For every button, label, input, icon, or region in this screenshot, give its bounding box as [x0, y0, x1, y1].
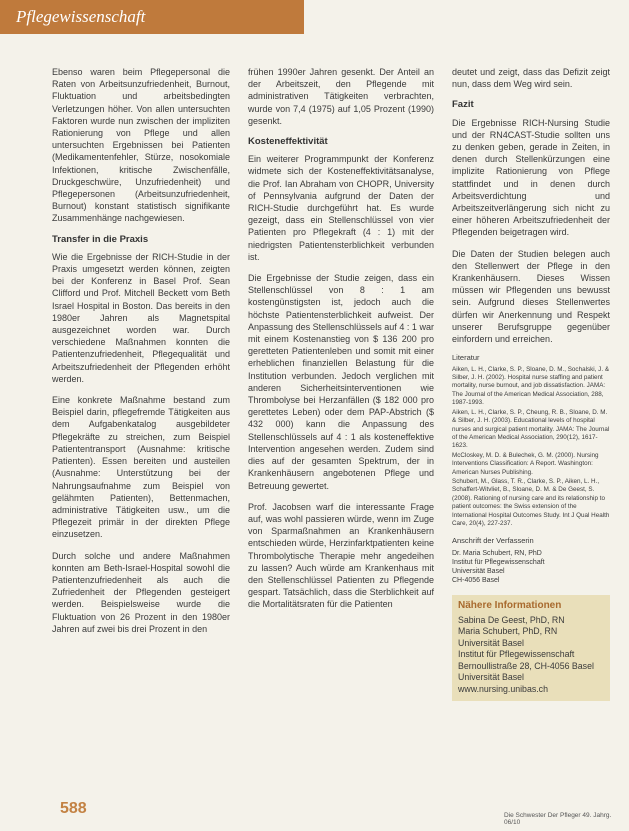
paragraph: Ein weiterer Programmpunkt der Konferenz widmete sich der Kosteneffektivitätsanalyse, die Prof. Ian Abraham von CHOPR, University of Pennsylvania aufgrund der Daten der RICH-Studie durchgeführt hat. Es wurde gezeigt, dass ein Stellenschlüssel von vier Patienten pro Pflegekraft (4 : 1) mit der niedrigsten Patientensterblichkeit verbunden ist. — [248, 154, 434, 262]
subheading-transfer: Transfer in die Praxis — [52, 233, 149, 245]
paragraph: deutet und zeigt, dass das Defizit zeigt nun, dass dem Weg wird sein. — [452, 67, 610, 90]
paragraph: Wie die Ergebnisse der RICH-Studie in der Praxis umgesetzt werden können, zeigten bei der Konferenz in Basel Prof. Sean Clifford und Prof. Mitchell Beckett vom Beth Israel Hospital in Boston. Das bereits in den 1980er Jahren als Magnetspital ausgezeichnet worden war. Durch verschiedene Maßnahmen konnten die Patientenzufriedenheit, Pflegequalität und Arbeitszufriedenheit der Pflegenden erhöht werden. — [52, 251, 230, 384]
paragraph: Prof. Jacobsen warf die interessante Frage auf, was wohl passieren würde, wenn im Zuge von Sparmaßnahmen an Krankenhäusern entschieden würde, Herzinfarktpatienten keine Thrombolytische Therapie mehr angedeihen zu lassen? Auch würde am Krankenhaus mit den Stellenschlüssel Patienten zu Pflegende gespart. Tatsächlich, dass die Sterblichkeit auf die Mortalitätsraten für die Patienten — [248, 501, 434, 610]
address-line: Dr. Maria Schubert, RN, PhD — [452, 550, 542, 558]
literature-title: Literatur — [452, 353, 480, 363]
paragraph: Eine konkrete Maßnahme bestand zum Beispiel darin, pflegefremde Tätigkeiten aus dem Aufgabenkatalog ausgebildeter Pflegekräfte zu streichen, zum Beispiel Patiententransport (Ausnahme: kritische Patienten). Essen bereiten und austeilen (Ausnahme: Unterstützung bei der Nahrungsaufnahme zum Beispiel von gelähmten Patienten), Bettenmachen, administrative Tätigkeiten usw., um die Pflegezeit primär in der direkten Pflege einzusetzen. — [52, 395, 230, 540]
subheading-kosteneffektivitaet: Kosteneffektivität — [248, 136, 328, 148]
address-line: Institut für Pflegewissenschaft — [452, 559, 545, 567]
literature-section — [452, 354, 610, 528]
address-title: Anschrift der Verfasserin — [452, 536, 534, 546]
paragraph: Ebenso waren beim Pflegepersonal die Raten von Arbeitsunzufriedenheit, Burnout, Fluktuation und arbeitsbedingten Verletzungen höher. Von allen untersuchten Faktoren wurde nun zwischen der impliziten Rationierung von Pflege und allen untersuchten Ergebnissen bei Patienten (Medikamentenfehler, Stürze, nosokomiale Infektionen, kritische Zwischenfälle, Druckgeschwüre, Unzufriedenheit) und Pflegepersonen (Arbeitsunzufriedenheit, Burnout) konstant statistisch signifikante Zusammenhänge nachgewiesen. — [52, 67, 230, 224]
reference-item: McCloskey, M. D. & Bulechek, G. M. (2000). Nursing Interventions Classification: A Report. Washington: American Nurses Publishing. — [452, 451, 599, 476]
info-box — [452, 595, 610, 701]
column-3 — [452, 66, 610, 701]
column-1 — [52, 66, 230, 644]
address-line: CH-4056 Basel — [452, 577, 500, 585]
paragraph: Die Ergebnisse RICH-Nursing Studie und der RN4CAST-Studie sollten uns zu denken geben, gerade in Zeiten, in denen durch Stellenkürzungen eine implizite Rationierung von Pflege stattfindet und in denen durch Arbeitsverdichtung und Arbeitszeitverlängerung sich nicht zu einer höheren Arbeitszufriedenheit der Pflegenden beigetragen wird. — [452, 117, 610, 238]
address-line: Universität Basel — [452, 568, 505, 576]
info-line: Bernoullistraße 28, CH-4056 Basel — [458, 660, 594, 671]
paragraph: frühen 1990er Jahren gesenkt. Der Anteil an der Arbeitszeit, den Pflegende mit administrativen Tätigkeiten verbrachten, wurde von 7,4 (1975) auf 1,05 Prozent (1990) gesenkt. — [248, 67, 434, 126]
subheading-fazit: Fazit — [452, 99, 474, 111]
reference-item: Schubert, M., Glass, T. R., Clarke, S. P., Aiken, L. H., Schaffert-Witvliet, B., Sloane, D. M. & De Geest, S. (2008). Rationing of nursing care and its relationship to patient outcomes: the Swiss extension of the International Hospital Outcomes Study. Int J Qual Health Care, 20(4), 227-237. — [452, 477, 610, 527]
column-2 — [248, 66, 434, 620]
author-address — [452, 536, 610, 585]
section-title: Pflegewissenschaft — [16, 7, 146, 26]
info-line: Sabina De Geest, PhD, RN — [458, 614, 565, 625]
info-line: Universität Basel — [458, 672, 525, 683]
info-line: Maria Schubert, PhD, RN — [458, 626, 558, 637]
info-title: Nähere Informationen — [458, 600, 562, 612]
page-number: 588 — [60, 800, 87, 817]
info-line: Institut für Pflegewissenschaft — [458, 649, 575, 660]
section-header — [0, 0, 304, 34]
info-link[interactable]: www.nursing.unibas.ch — [458, 683, 548, 694]
paragraph: Durch solche und andere Maßnahmen konnten am Beth-Israel-Hospital sowohl die Patientenzufriedenheit als auch die Zufriedenheit der Pflegenden gesteigert werden. Beispielsweise wurde die Fluktuation von 26 Prozent in den 1980er Jahren auf zwei bis drei Prozent in den — [52, 550, 230, 634]
journal-footer: Die Schwester Der Pfleger 49. Jahrg. 06/10 — [504, 812, 612, 826]
reference-item: Aiken, L. H., Clarke, S. P., Sloane, D. M., Sochalski, J. & Silber, J. H. (2002). Hospital nurse staffing and patient mortality, nurse burnout, and job dissatisfaction. JAMA: The Journal of the American Medical Association, 288, 1987-1993. — [452, 365, 610, 407]
paragraph: Die Daten der Studien belegen auch den Stellenwert der Pflege in den Krankenhäusern. Dieses Wissen müssen wir Pflegenden uns bewusst sein. Aufgrund dieses Stellenwertes dürfen wir Anerkennung und Respekt unserer Berufsgruppe gegenüber einfordern und erreichen. — [452, 248, 610, 345]
reference-item: Aiken, L. H., Clarke, S. P., Cheung, R. B., Sloane, D. M. & Silber, J. H. (2003). Educational levels of hospital nurses and surgical patient mortality. JAMA: The Journal of the American Medical Association, 290(12), 1617-1623. — [452, 408, 610, 450]
paragraph: Die Ergebnisse der Studie zeigen, dass ein Stellenschlüssel von 8 : 1 am kostengünstigsten ist, jedoch auch die höchste Patientensterblichkeit aufweist. Der Anpassung des Stellenschlüssels auf 4 : 1 war mit einem Kostenanstieg von $ 136 200 pro geretteten Patientenleben und somit mit einer erheblichen finanziellen Belastung für die Institution verbunden. Jedoch verglichen mit anderen Sicherheitsinterventionen wie Thrombolyse bei Herzanfällen ($ 182 000 pro gerettetes Leben) oder dem PAP-Abstrich ($ 432 000) kann die Anpassung des Stellenschlüssels auf 4 : 1 als kosteneffektive Intervention angesehen werden. Zudem sind dies auf der gesamten Spektrum, der in Krankenhäusern angebotenen Pflege und Betreuung gewertet. — [248, 273, 434, 491]
info-line: Universität Basel — [458, 637, 525, 648]
